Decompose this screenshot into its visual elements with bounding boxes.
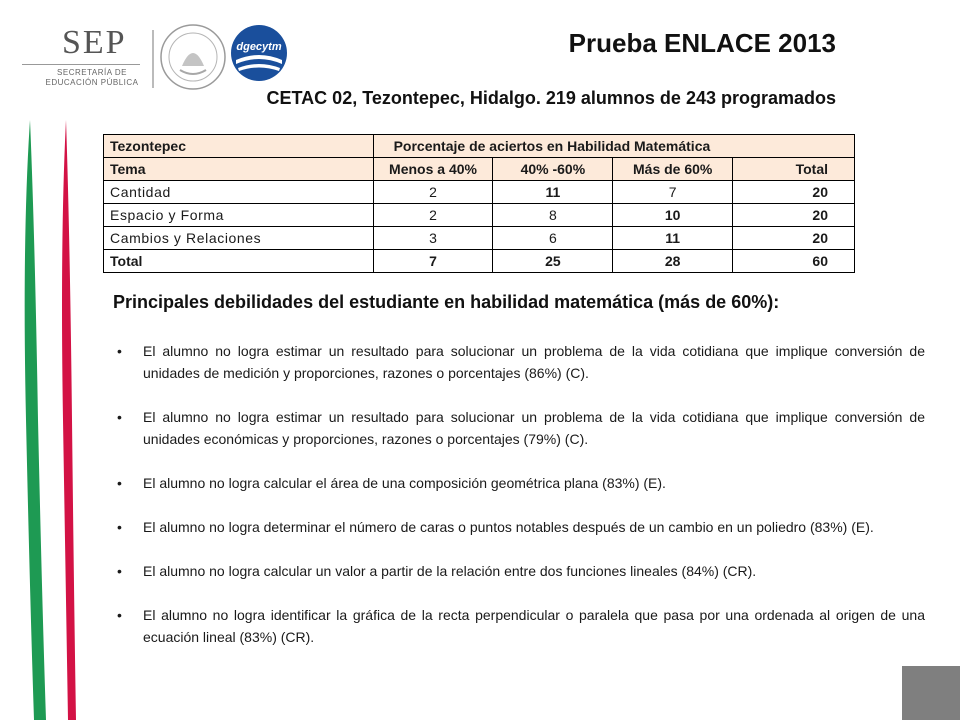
row-total: 20 <box>733 204 855 227</box>
table-row <box>104 181 855 204</box>
row-mas60: 11 <box>613 227 733 250</box>
dgecytm-logo-text: dgecytm <box>236 41 282 53</box>
results-table <box>103 134 855 273</box>
sep-logo-abbr: SEP <box>62 24 127 61</box>
list-item: • El alumno no logra estimar un resultado para solucionar un problema de la vida cotidiana que implique conversión de unidades de medición y proporciones, razones o porcentajes (86%) (C). <box>113 340 925 384</box>
page-subtitle: CETAC 02, Tezontepec, Hidalgo. 219 alumnos de 243 programados <box>266 88 836 108</box>
table-header-row <box>104 135 855 158</box>
row-menos40: 2 <box>373 204 493 227</box>
corner-decoration <box>902 666 960 720</box>
row-mas60: 28 <box>613 250 733 273</box>
table-column-headers <box>104 158 855 181</box>
sep-logo <box>22 24 142 87</box>
weaknesses-heading: Principales debilidades del estudiante en habilidad matemática (más de 60%): <box>113 292 780 312</box>
col-header-tema: Tema <box>104 158 374 181</box>
col-header-menos40: Menos a 40% <box>373 158 493 181</box>
table-row <box>104 204 855 227</box>
tricolor-stripes <box>0 0 80 720</box>
row-total: 20 <box>733 227 855 250</box>
row-menos40: 3 <box>373 227 493 250</box>
table-header-school: Tezontepec <box>104 135 374 158</box>
list-item: • El alumno no logra estimar un resultado para solucionar un problema de la vida cotidiana que implique conversión de unidades económicas y proporciones, razones o porcentajes (79%) (C). <box>113 406 925 450</box>
row-mas60: 10 <box>613 204 733 227</box>
row-tema: Espacio y Forma <box>104 204 374 227</box>
row-menos40: 7 <box>373 250 493 273</box>
row-40-60: 25 <box>493 250 613 273</box>
row-tema: Cambios y Relaciones <box>104 227 374 250</box>
row-menos40: 2 <box>373 181 493 204</box>
row-40-60: 6 <box>493 227 613 250</box>
table-row <box>104 227 855 250</box>
logo-divider <box>152 30 154 88</box>
row-total: 20 <box>733 181 855 204</box>
weaknesses-list <box>113 340 925 670</box>
list-item: • El alumno no logra calcular un valor a partir de la relación entre dos funciones lineales (84%) (CR). <box>113 560 925 582</box>
list-item: • El alumno no logra determinar el número de caras o puntos notables después de un cambio en un poliedro (83%) (E). <box>113 516 925 538</box>
table-row-total <box>104 250 855 273</box>
red-stripe <box>62 120 76 720</box>
dgecytm-logo <box>230 24 288 82</box>
list-item: • El alumno no logra calcular el área de una composición geométrica plana (83%) (E). <box>113 472 925 494</box>
row-40-60: 8 <box>493 204 613 227</box>
row-tema: Total <box>104 250 374 273</box>
sep-logo-subtitle: SECRETARÍA DE EDUCACIÓN PÚBLICA <box>45 68 139 87</box>
col-header-40-60: 40% -60% <box>493 158 613 181</box>
row-mas60: 7 <box>613 181 733 204</box>
row-tema: Cantidad <box>104 181 374 204</box>
page-title: Prueba ENLACE 2013 <box>568 28 836 58</box>
row-total: 60 <box>733 250 855 273</box>
col-header-mas60: Más de 60% <box>613 158 733 181</box>
col-header-total: Total <box>733 158 855 181</box>
table-header-percentage: Porcentaje de aciertos en Habilidad Matemática <box>373 135 854 158</box>
row-40-60: 11 <box>493 181 613 204</box>
list-item: • El alumno no logra identificar la gráfica de la recta perpendicular o paralela que pasa por una ordenada al origen de una ecuación lineal (83%) (CR). <box>113 604 925 648</box>
national-seal-icon <box>158 22 228 92</box>
sep-logo-rule <box>22 64 140 65</box>
green-stripe <box>25 120 46 720</box>
